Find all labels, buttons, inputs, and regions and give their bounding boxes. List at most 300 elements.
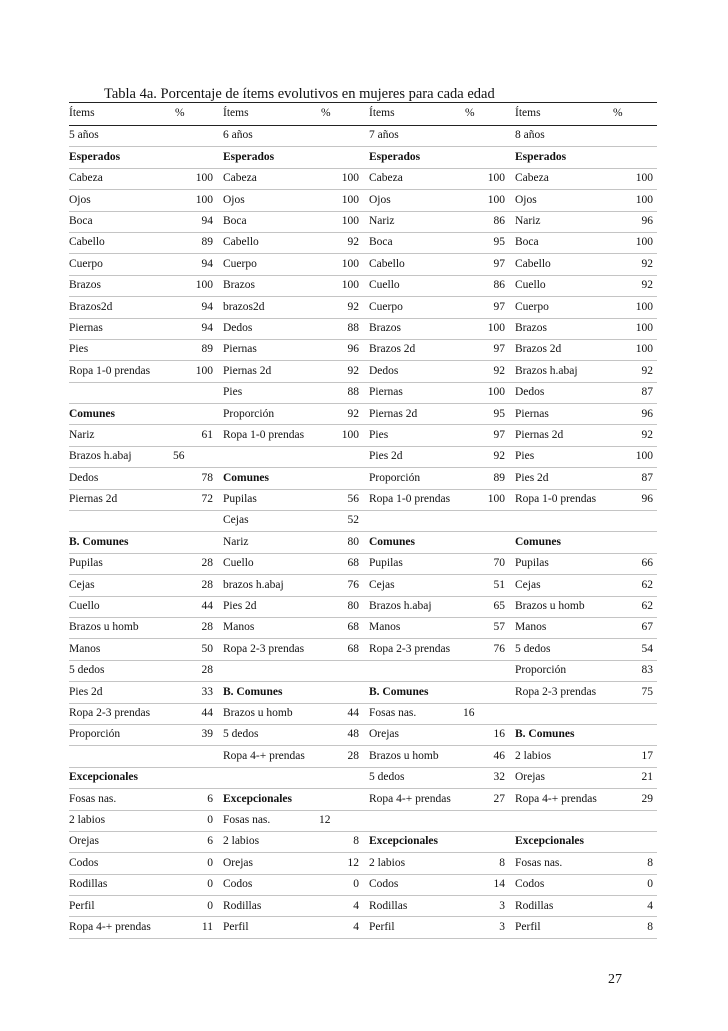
cell-percent: 70 xyxy=(459,553,509,574)
cell-percent: 76 xyxy=(315,575,363,596)
cell-item: Codos xyxy=(363,874,459,895)
cell-percent: 100 xyxy=(169,168,217,189)
cell-percent: 94 xyxy=(169,297,217,318)
table-row xyxy=(69,361,657,382)
cell-item: Piernas 2d xyxy=(509,425,607,446)
cell-item: Pies 2d xyxy=(363,446,459,467)
cell-percent xyxy=(607,831,657,852)
cell-percent: 100 xyxy=(315,254,363,275)
cell-item: Brazos xyxy=(69,275,169,296)
cell-percent: 28 xyxy=(169,553,217,574)
cell-percent xyxy=(315,446,363,467)
cell-item: Cuello xyxy=(69,596,169,617)
cell-percent: 100 xyxy=(459,318,509,339)
cell-percent xyxy=(459,532,509,553)
cell-percent xyxy=(607,511,657,532)
cell-item: Ropa 1-0 prendas xyxy=(363,489,459,510)
cell-item: Pies xyxy=(509,446,607,467)
cell-percent: 44 xyxy=(169,703,217,724)
cell-item: Pies 2d xyxy=(217,596,315,617)
cell-percent: 4 xyxy=(607,896,657,917)
cell-item xyxy=(217,446,315,467)
cell-percent: 100 xyxy=(607,190,657,211)
table-row xyxy=(69,468,657,489)
cell-item: Piernas 2d xyxy=(217,361,315,382)
cell-item xyxy=(217,767,315,788)
table-row xyxy=(69,617,657,638)
cell-percent: 100 xyxy=(459,382,509,403)
cell-percent xyxy=(607,126,657,147)
cell-item: Dedos xyxy=(509,382,607,403)
cell-percent: 0 xyxy=(169,874,217,895)
cell-percent: 100 xyxy=(607,339,657,360)
cell-item xyxy=(69,746,169,767)
cell-percent xyxy=(315,147,363,168)
table-row xyxy=(69,511,657,532)
cell-item xyxy=(363,660,459,681)
cell-item: Nariz xyxy=(509,211,607,232)
header-percent: % xyxy=(169,103,217,126)
cell-percent: 92 xyxy=(607,361,657,382)
table-row xyxy=(69,896,657,917)
cell-item: Rodillas xyxy=(217,896,315,917)
cell-item: Brazos h.abaj xyxy=(363,596,459,617)
cell-percent xyxy=(459,511,509,532)
cell-group-heading: B. Comunes xyxy=(217,682,315,703)
cell-item: Proporción xyxy=(217,404,315,425)
cell-item: Cabeza xyxy=(217,168,315,189)
cell-percent: 97 xyxy=(459,425,509,446)
cell-percent: 11 xyxy=(169,917,217,938)
cell-percent: 50 xyxy=(169,639,217,660)
cell-percent: 66 xyxy=(607,553,657,574)
cell-percent: 54 xyxy=(607,639,657,660)
header-percent: % xyxy=(315,103,363,126)
cell-item: Ojos xyxy=(509,190,607,211)
cell-percent xyxy=(169,532,217,553)
cell-item: Ropa 2-3 prendas xyxy=(363,639,459,660)
cell-item: Brazos xyxy=(509,318,607,339)
table-row xyxy=(69,489,657,510)
table-row xyxy=(69,318,657,339)
cell-percent: 92 xyxy=(315,361,363,382)
header-percent: % xyxy=(459,103,509,126)
cell-percent: 92 xyxy=(607,425,657,446)
cell-item: Ropa 1-0 prendas xyxy=(509,489,607,510)
cell-item: Cabeza xyxy=(69,168,169,189)
cell-percent: 32 xyxy=(459,767,509,788)
cell-percent: 3 xyxy=(459,896,509,917)
cell-percent: 92 xyxy=(607,275,657,296)
cell-percent: 6 xyxy=(169,789,217,810)
cell-percent: 97 xyxy=(459,339,509,360)
table-row xyxy=(69,404,657,425)
cell-percent xyxy=(169,746,217,767)
cell-percent xyxy=(315,468,363,489)
table-row xyxy=(69,532,657,553)
cell-percent: 48 xyxy=(315,724,363,745)
cell-item: 2 labios xyxy=(363,853,459,874)
cell-item: Fosas nas. xyxy=(509,853,607,874)
cell-item: Nariz xyxy=(363,211,459,232)
cell-item: Ropa 4-+ prendas xyxy=(509,789,607,810)
cell-group-heading: Excepcionales xyxy=(509,831,607,852)
table-row xyxy=(69,831,657,852)
cell-percent: 16 xyxy=(459,724,509,745)
cell-percent: 44 xyxy=(169,596,217,617)
cell-percent: 33 xyxy=(169,682,217,703)
cell-percent: 86 xyxy=(459,275,509,296)
cell-percent: 100 xyxy=(315,168,363,189)
cell-item: Orejas xyxy=(363,724,459,745)
cell-percent: 86 xyxy=(459,211,509,232)
cell-percent: 96 xyxy=(315,339,363,360)
cell-percent: 88 xyxy=(315,382,363,403)
cell-percent: 0 xyxy=(169,853,217,874)
cell-item: Brazos2d xyxy=(69,297,169,318)
cell-percent: 8 xyxy=(607,917,657,938)
cell-percent: 83 xyxy=(607,660,657,681)
cell-item: Cabello xyxy=(69,232,169,253)
cell-item: brazos h.abaj xyxy=(217,575,315,596)
cell-percent: 28 xyxy=(169,660,217,681)
cell-percent: 92 xyxy=(459,446,509,467)
cell-percent: 100 xyxy=(607,446,657,467)
header-items: Ítems xyxy=(69,103,169,126)
cell-percent xyxy=(459,682,509,703)
cell-item: 2 labios xyxy=(217,831,315,852)
cell-group-heading: Esperados xyxy=(217,147,315,168)
cell-item: Piernas xyxy=(69,318,169,339)
cell-percent xyxy=(459,126,509,147)
table-row xyxy=(69,660,657,681)
cell-item: Nariz xyxy=(217,532,315,553)
cell-item: Cuerpo xyxy=(217,254,315,275)
cell-item: Brazos u homb xyxy=(363,746,459,767)
cell-percent: 16 xyxy=(459,703,509,724)
cell-percent: 95 xyxy=(459,232,509,253)
cell-item: Cuerpo xyxy=(509,297,607,318)
table-row xyxy=(69,789,657,810)
cell-percent xyxy=(315,682,363,703)
cell-item: Rodillas xyxy=(363,896,459,917)
cell-item: Cuerpo xyxy=(69,254,169,275)
cell-item xyxy=(69,511,169,532)
cell-percent: 89 xyxy=(459,468,509,489)
cell-percent: 72 xyxy=(169,489,217,510)
cell-percent: 92 xyxy=(607,254,657,275)
cell-item: Piernas 2d xyxy=(363,404,459,425)
cell-percent: 100 xyxy=(607,318,657,339)
cell-percent: 57 xyxy=(459,617,509,638)
cell-percent xyxy=(459,810,509,831)
cell-percent xyxy=(315,126,363,147)
cell-item: Cejas xyxy=(69,575,169,596)
cell-percent: 3 xyxy=(459,917,509,938)
cell-percent: 14 xyxy=(459,874,509,895)
cell-item: Manos xyxy=(217,617,315,638)
cell-percent: 87 xyxy=(607,468,657,489)
cell-item: Fosas nas. xyxy=(69,789,169,810)
cell-item: Cuello xyxy=(363,275,459,296)
cell-item: Cabello xyxy=(509,254,607,275)
cell-item: 5 dedos xyxy=(363,767,459,788)
cell-group-heading: Excepcionales xyxy=(69,767,169,788)
cell-item: Cejas xyxy=(509,575,607,596)
cell-percent: 44 xyxy=(315,703,363,724)
table-row xyxy=(69,874,657,895)
cell-percent: 94 xyxy=(169,211,217,232)
table-row xyxy=(69,853,657,874)
cell-percent: 0 xyxy=(169,810,217,831)
header-percent: % xyxy=(607,103,657,126)
cell-group-heading: Esperados xyxy=(509,147,607,168)
cell-item: Perfil xyxy=(217,917,315,938)
cell-percent: 94 xyxy=(169,318,217,339)
page-number: 27 xyxy=(608,972,622,987)
table-caption: Tabla 4a. Porcentaje de ítems evolutivos en mujeres para cada edad xyxy=(104,86,495,102)
table-row xyxy=(69,232,657,253)
cell-item: Proporción xyxy=(69,724,169,745)
cell-percent: 51 xyxy=(459,575,509,596)
cell-percent xyxy=(169,126,217,147)
cell-percent: 88 xyxy=(315,318,363,339)
cell-item: Ojos xyxy=(69,190,169,211)
cell-item: 5 dedos xyxy=(69,660,169,681)
cell-percent: 4 xyxy=(315,917,363,938)
cell-group-heading: Comunes xyxy=(509,532,607,553)
cell-percent: 95 xyxy=(459,404,509,425)
cell-item: Pies 2d xyxy=(69,682,169,703)
cell-item: Manos xyxy=(509,617,607,638)
table-row xyxy=(69,382,657,403)
cell-percent: 100 xyxy=(459,190,509,211)
table-header-row xyxy=(69,103,657,126)
cell-item: Pies xyxy=(69,339,169,360)
cell-percent: 68 xyxy=(315,617,363,638)
cell-item: Brazos u homb xyxy=(69,617,169,638)
cell-percent: 27 xyxy=(459,789,509,810)
cell-percent: 12 xyxy=(315,853,363,874)
cell-percent: 65 xyxy=(459,596,509,617)
cell-item xyxy=(509,703,607,724)
cell-item: Ropa 1-0 prendas xyxy=(217,425,315,446)
cell-percent: 100 xyxy=(315,190,363,211)
cell-item: Piernas xyxy=(363,382,459,403)
cell-group-heading: Excepcionales xyxy=(363,831,459,852)
cell-item: Piernas xyxy=(509,404,607,425)
table-row xyxy=(69,190,657,211)
cell-item: Cejas xyxy=(363,575,459,596)
cell-percent: 6 xyxy=(169,831,217,852)
cell-item: Cabello xyxy=(363,254,459,275)
cell-item: Pupilas xyxy=(217,489,315,510)
table-row xyxy=(69,596,657,617)
cell-item: Brazos 2d xyxy=(509,339,607,360)
cell-item xyxy=(363,511,459,532)
cell-item: Ropa 4-+ prendas xyxy=(363,789,459,810)
cell-item: Codos xyxy=(509,874,607,895)
cell-item: Cabello xyxy=(217,232,315,253)
table-row xyxy=(69,810,657,831)
cell-percent: 29 xyxy=(607,789,657,810)
cell-item: Dedos xyxy=(363,361,459,382)
cell-group-heading: Comunes xyxy=(363,532,459,553)
cell-percent: 96 xyxy=(607,489,657,510)
cell-percent: 97 xyxy=(459,254,509,275)
table-row xyxy=(69,703,657,724)
cell-item: Cabeza xyxy=(363,168,459,189)
cell-item: Pupilas xyxy=(509,553,607,574)
cell-item: Boca xyxy=(509,232,607,253)
cell-item xyxy=(509,810,607,831)
table-row xyxy=(69,147,657,168)
cell-item: Pies xyxy=(363,425,459,446)
cell-item: Cejas xyxy=(217,511,315,532)
table-row xyxy=(69,767,657,788)
cell-percent: 92 xyxy=(315,404,363,425)
cell-percent: 96 xyxy=(607,211,657,232)
cell-percent: 75 xyxy=(607,682,657,703)
cell-item: Pies 2d xyxy=(509,468,607,489)
cell-item: Cuello xyxy=(509,275,607,296)
cell-percent: 17 xyxy=(607,746,657,767)
cell-group-heading: Comunes xyxy=(217,468,315,489)
cell-percent: 52 xyxy=(315,511,363,532)
cell-percent: 62 xyxy=(607,575,657,596)
cell-percent: 56 xyxy=(315,489,363,510)
cell-percent xyxy=(315,789,363,810)
cell-percent xyxy=(459,147,509,168)
cell-item: Ropa 4-+ prendas xyxy=(217,746,315,767)
cell-percent xyxy=(459,660,509,681)
table-row xyxy=(69,339,657,360)
cell-item: Cuerpo xyxy=(363,297,459,318)
cell-percent: 94 xyxy=(169,254,217,275)
cell-item: 5 dedos xyxy=(509,639,607,660)
cell-item: 6 años xyxy=(217,126,315,147)
cell-percent: 56 xyxy=(169,446,217,467)
cell-percent xyxy=(607,810,657,831)
cell-group-heading: Esperados xyxy=(363,147,459,168)
cell-percent: 100 xyxy=(459,489,509,510)
cell-item: Codos xyxy=(217,874,315,895)
cell-item: Perfil xyxy=(363,917,459,938)
cell-item: Brazos u homb xyxy=(509,596,607,617)
table-row xyxy=(69,168,657,189)
cell-item: Orejas xyxy=(69,831,169,852)
cell-percent xyxy=(169,767,217,788)
table-row xyxy=(69,917,657,938)
cell-percent: 100 xyxy=(607,232,657,253)
table-row xyxy=(69,724,657,745)
cell-item xyxy=(69,382,169,403)
cell-item: Ojos xyxy=(363,190,459,211)
cell-percent: 100 xyxy=(315,211,363,232)
cell-percent: 28 xyxy=(169,617,217,638)
cell-item: Piernas 2d xyxy=(69,489,169,510)
cell-item xyxy=(217,660,315,681)
cell-percent: 28 xyxy=(315,746,363,767)
cell-percent: 100 xyxy=(169,361,217,382)
cell-percent: 8 xyxy=(315,831,363,852)
cell-percent: 100 xyxy=(169,275,217,296)
cell-item: Boca xyxy=(217,211,315,232)
cell-item: Ojos xyxy=(217,190,315,211)
table-row xyxy=(69,297,657,318)
cell-item: Cuello xyxy=(217,553,315,574)
cell-percent: 21 xyxy=(607,767,657,788)
cell-item: Proporción xyxy=(363,468,459,489)
table-row xyxy=(69,553,657,574)
cell-item: Perfil xyxy=(509,917,607,938)
table-row xyxy=(69,425,657,446)
cell-item: Ropa 4-+ prendas xyxy=(69,917,169,938)
cell-percent xyxy=(459,831,509,852)
cell-item: Pupilas xyxy=(363,553,459,574)
cell-percent: 100 xyxy=(607,297,657,318)
cell-item: 8 años xyxy=(509,126,607,147)
table-row xyxy=(69,575,657,596)
header-items: Ítems xyxy=(217,103,315,126)
header-items: Ítems xyxy=(363,103,459,126)
cell-percent xyxy=(607,532,657,553)
cell-item: Ropa 1-0 prendas xyxy=(69,361,169,382)
table-row xyxy=(69,275,657,296)
cell-item: Pupilas xyxy=(69,553,169,574)
cell-item: 2 labios xyxy=(69,810,169,831)
cell-percent: 0 xyxy=(607,874,657,895)
cell-item: Rodillas xyxy=(509,896,607,917)
cell-percent xyxy=(607,703,657,724)
cell-percent: 87 xyxy=(607,382,657,403)
cell-group-heading: Comunes xyxy=(69,404,169,425)
cell-percent: 100 xyxy=(315,275,363,296)
cell-item: Fosas nas. xyxy=(217,810,315,831)
cell-item: brazos2d xyxy=(217,297,315,318)
cell-item: 5 dedos xyxy=(217,724,315,745)
cell-item: 5 años xyxy=(69,126,169,147)
cell-item: Brazos h.abaj xyxy=(69,446,169,467)
cell-group-heading: B. Comunes xyxy=(363,682,459,703)
cell-item: Brazos u homb xyxy=(217,703,315,724)
cell-item: Piernas xyxy=(217,339,315,360)
table-row xyxy=(69,211,657,232)
cell-item xyxy=(363,810,459,831)
cell-item: 2 labios xyxy=(509,746,607,767)
cell-item: Brazos h.abaj xyxy=(509,361,607,382)
cell-percent: 92 xyxy=(315,297,363,318)
cell-percent xyxy=(607,724,657,745)
table-row xyxy=(69,682,657,703)
table-row xyxy=(69,746,657,767)
cell-percent: 68 xyxy=(315,639,363,660)
cell-group-heading: B. Comunes xyxy=(509,724,607,745)
cell-percent: 100 xyxy=(459,168,509,189)
cell-percent: 8 xyxy=(607,853,657,874)
cell-item: Proporción xyxy=(509,660,607,681)
cell-item: Orejas xyxy=(217,853,315,874)
cell-item: Ropa 2-3 prendas xyxy=(509,682,607,703)
cell-item: Cabeza xyxy=(509,168,607,189)
header-items: Ítems xyxy=(509,103,607,126)
cell-percent xyxy=(169,511,217,532)
cell-item: Boca xyxy=(69,211,169,232)
cell-percent: 100 xyxy=(169,190,217,211)
cell-percent: 28 xyxy=(169,575,217,596)
cell-percent: 62 xyxy=(607,596,657,617)
cell-percent: 89 xyxy=(169,339,217,360)
